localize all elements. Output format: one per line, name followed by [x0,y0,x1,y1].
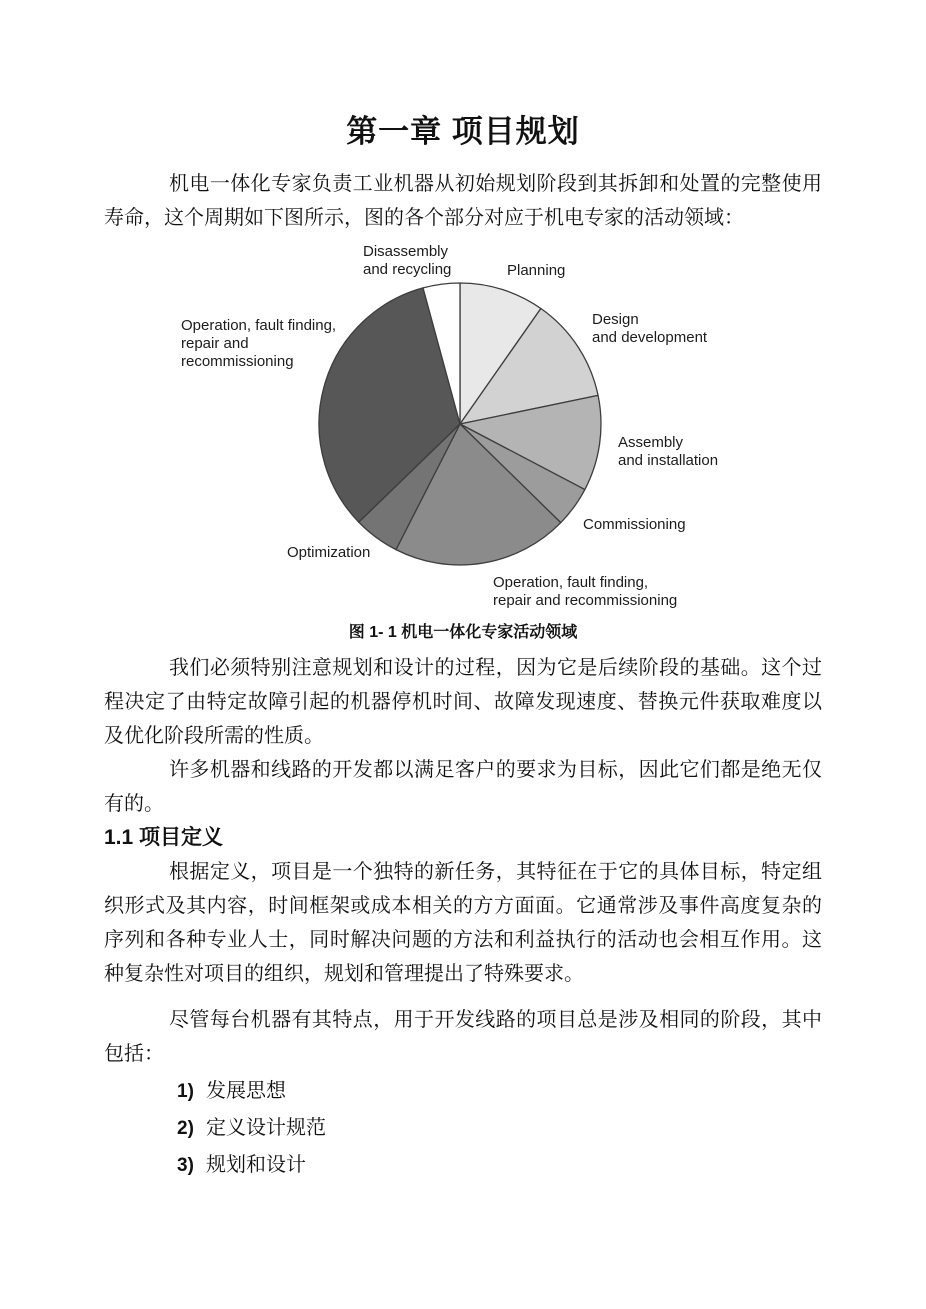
pie-slice-label: Optimization [287,544,371,561]
pie-slice-label: Design and development [592,311,708,346]
pie-slice-label: Disassembly and recycling [363,243,452,278]
list-item-number: 1) [177,1081,194,1102]
list-item-text: 定义设计规范 [206,1117,326,1139]
chapter-title: 第一章 项目规划 [346,114,580,149]
pie-slice-label: Commissioning [583,516,686,533]
numbered-list [104,1073,822,1184]
pie-chart-figure [104,241,822,619]
pie-slice-label: Operation, fault finding, repair and recommissioning [493,574,678,609]
list-item [177,1147,822,1184]
paragraph-4: 根据定义，项目是一个独特的新任务，其特征在于它的具体目标，特定组织形式及其内容，时间框架或成本相关的方方面面。它通常涉及事件高度复杂的序列和各种专业人士，同时解决问题的方法和利益执行的活动也会相互作用。这种复杂性对项目的组织，规划和管理提出了特殊要求。 [104,861,822,985]
paragraph-5: 尽管每台机器有其特点，用于开发线路的项目总是涉及相同的阶段，其中包括： [104,1009,822,1065]
paragraph-2: 我们必须特别注意规划和设计的过程，因为它是后续阶段的基础。这个过程决定了由特定故障引起的机器停机时间、故障发现速度、替换元件获取难度以及优化阶段所需的性质。 [104,657,822,747]
pie-svg [314,278,606,570]
list-item-number: 3) [177,1155,194,1176]
section-heading: 1.1 项目定义 [104,826,224,849]
list-item-number: 2) [177,1118,194,1139]
list-item [177,1110,822,1147]
pie-slice-label: Operation, fault finding, repair and recommissioning [181,317,337,370]
list-item-text: 规划和设计 [206,1154,306,1176]
paragraph-1: 机电一体化专家负责工业机器从初始规划阶段到其拆卸和处置的完整使用寿命，这个周期如下图所示，图的各个部分对应于机电专家的活动领域： [104,173,822,229]
pie-slice-label: Assembly and installation [618,434,719,469]
list-item [177,1073,822,1110]
pie-slice-label: Planning [507,262,566,279]
list-item-text: 发展思想 [206,1080,286,1102]
figure-caption: 图 1- 1 机电一体化专家活动领域 [348,624,578,641]
paragraph-3: 许多机器和线路的开发都以满足客户的要求为目标，因此它们都是绝无仅有的。 [104,759,822,815]
